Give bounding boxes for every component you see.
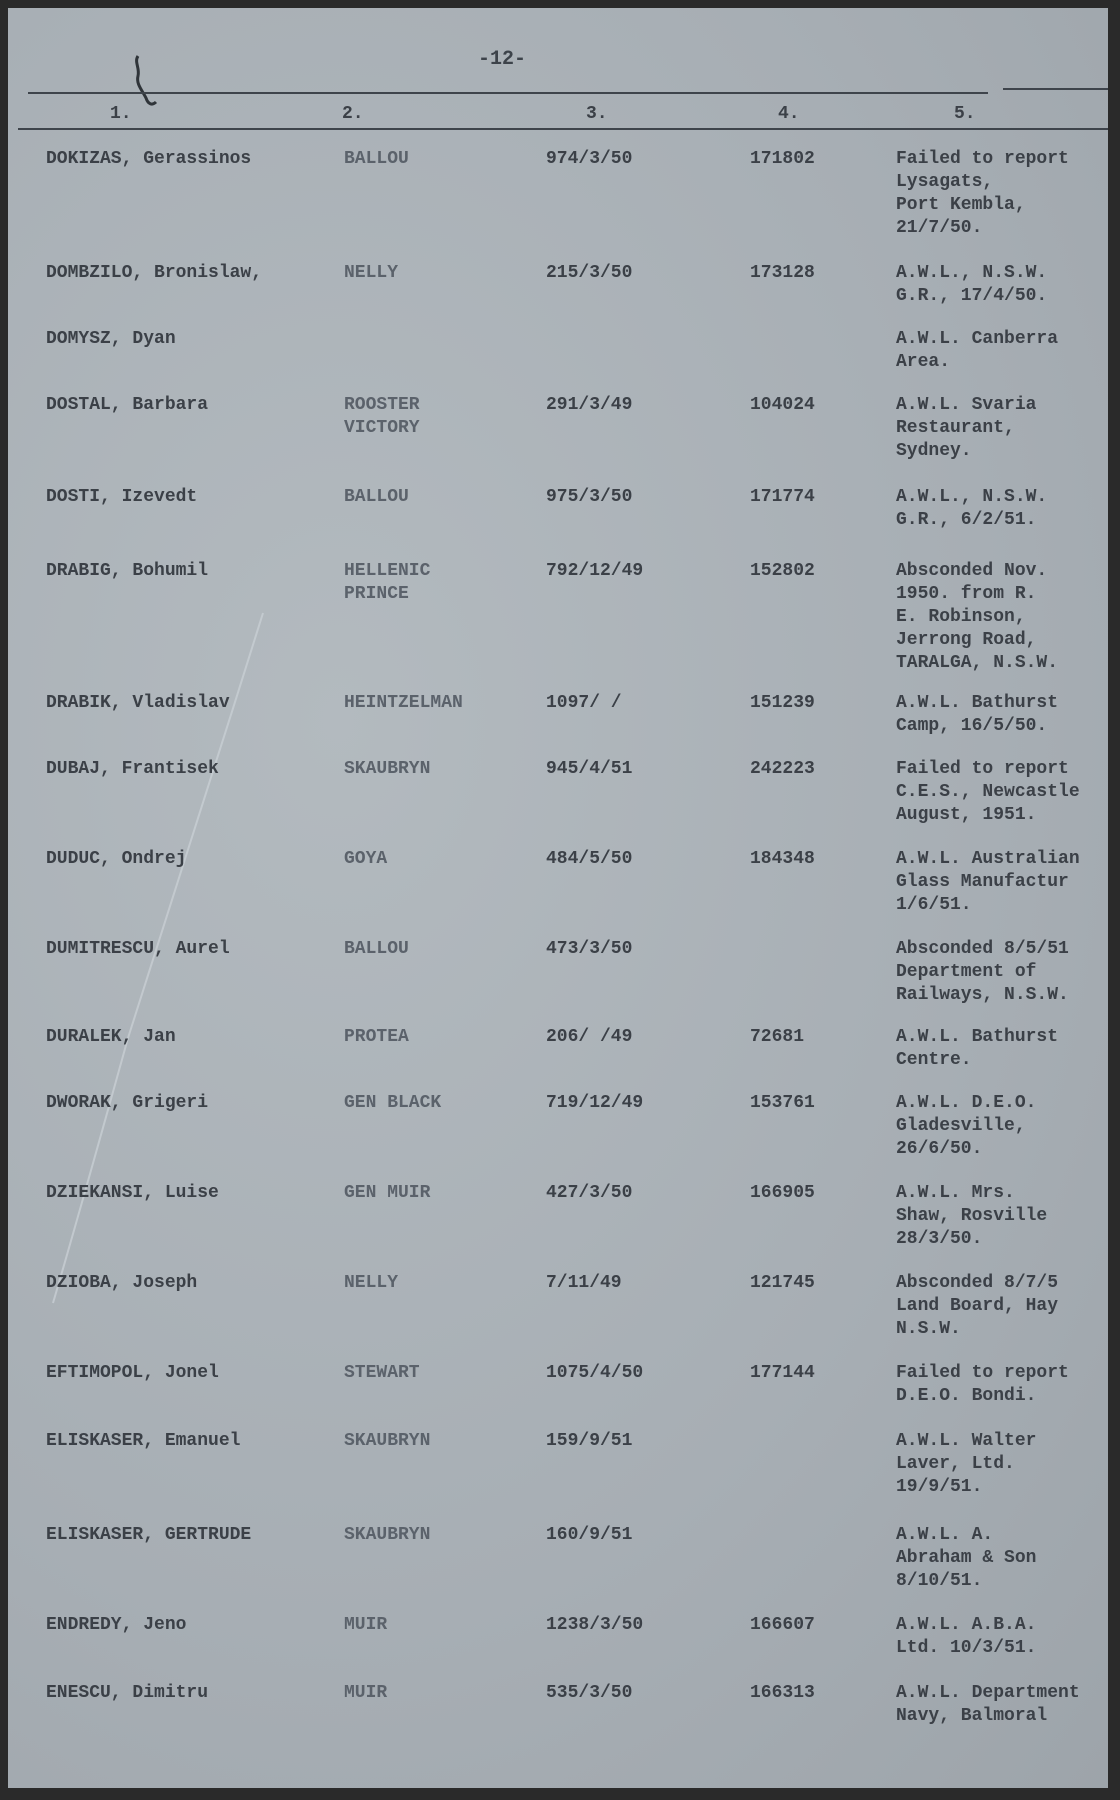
status-note: Absconded 8/7/5 Land Board, Hay N.S.W. <box>896 1273 1059 1339</box>
reference-number: 159/9/51 <box>546 1431 633 1451</box>
person-name: DRABIK, Vladislav <box>46 693 230 713</box>
ship-name: GEN MUIR <box>344 1183 431 1203</box>
status-note: A.W.L. Canberra Area. <box>896 329 1059 372</box>
ship-name: NELLY <box>344 1273 399 1293</box>
reference-number: 160/9/51 <box>546 1525 633 1545</box>
registration-number: 152802 <box>750 561 815 581</box>
ship-name: HELLENIC PRINCE <box>344 561 431 604</box>
reference-number: 535/3/50 <box>546 1683 633 1703</box>
ship-name: MUIR <box>344 1683 388 1703</box>
person-name: DZIOBA, Joseph <box>46 1273 198 1293</box>
registration-number: 166313 <box>750 1683 815 1703</box>
registration-number: 242223 <box>750 759 815 779</box>
ship-name: BALLOU <box>344 149 409 169</box>
registration-number: 153761 <box>750 1093 815 1113</box>
ship-name: GEN BLACK <box>344 1093 442 1113</box>
status-note: A.W.L. Walter Laver, Ltd. 19/9/51. <box>896 1431 1037 1497</box>
ship-name: HEINTZELMAN <box>344 693 463 713</box>
status-note: A.W.L. Bathurst Centre. <box>896 1027 1059 1070</box>
registration-number: 171802 <box>750 149 815 169</box>
registration-number: 151239 <box>750 693 815 713</box>
reference-number: 792/12/49 <box>546 561 644 581</box>
person-name: DUBAJ, Frantisek <box>46 759 219 779</box>
status-note: A.W.L., N.S.W. G.R., 6/2/51. <box>896 487 1048 530</box>
status-note: A.W.L. Svaria Restaurant, Sydney. <box>896 395 1037 461</box>
person-name: ENESCU, Dimitru <box>46 1683 209 1703</box>
status-note: A.W.L. A.B.A. Ltd. 10/3/51. <box>896 1615 1037 1658</box>
status-note: Failed to report D.E.O. Bondi. <box>896 1363 1069 1406</box>
reference-number: 206/ /49 <box>546 1027 633 1047</box>
ship-name: GOYA <box>344 849 388 869</box>
page-number: -12- <box>478 48 527 71</box>
status-note: A.W.L. Department Navy, Balmoral <box>896 1683 1080 1726</box>
column-header-3: 3. <box>586 104 608 124</box>
column-header-2: 2. <box>342 104 364 124</box>
status-note: A.W.L. Bathurst Camp, 16/5/50. <box>896 693 1059 736</box>
registration-number: 166905 <box>750 1183 815 1203</box>
registration-number: 104024 <box>750 395 815 415</box>
status-note: Failed to report C.E.S., Newcastle August, 1951. <box>896 759 1080 825</box>
person-name: DOSTAL, Barbara <box>46 395 209 415</box>
person-name: DOMYSZ, Dyan <box>46 329 176 349</box>
person-name: DOMBZILO, Bronislaw, <box>46 263 263 283</box>
person-name: DRABIG, Bohumil <box>46 561 209 581</box>
ship-name: SKAUBRYN <box>344 1431 431 1451</box>
status-note: A.W.L. D.E.O. Gladesville, 26/6/50. <box>896 1093 1037 1159</box>
reference-number: 7/11/49 <box>546 1273 622 1293</box>
person-name: DOSTI, Izevedt <box>46 487 198 507</box>
registration-number: 121745 <box>750 1273 815 1293</box>
status-note: A.W.L., N.S.W. G.R., 17/4/50. <box>896 263 1048 306</box>
ship-name: STEWART <box>344 1363 420 1383</box>
person-name: ELISKASER, Emanuel <box>46 1431 241 1451</box>
ship-name: ROOSTER VICTORY <box>344 395 420 438</box>
record-list <box>8 8 1108 1788</box>
registration-number: 184348 <box>750 849 815 869</box>
registration-number: 177144 <box>750 1363 815 1383</box>
reference-number: 484/5/50 <box>546 849 633 869</box>
reference-number: 291/3/49 <box>546 395 633 415</box>
person-name: DUDUC, Ondrej <box>46 849 187 869</box>
reference-number: 1097/ / <box>546 693 622 713</box>
ship-name: MUIR <box>344 1615 388 1635</box>
status-note: A.W.L. Australian Glass Manufactur 1/6/51. <box>896 849 1080 915</box>
person-name: DOKIZAS, Gerassinos <box>46 149 252 169</box>
registration-number: 171774 <box>750 487 815 507</box>
reference-number: 975/3/50 <box>546 487 633 507</box>
reference-number: 427/3/50 <box>546 1183 633 1203</box>
reference-number: 1238/3/50 <box>546 1615 644 1635</box>
ship-name: PROTEA <box>344 1027 409 1047</box>
ship-name: SKAUBRYN <box>344 1525 431 1545</box>
column-header-5: 5. <box>954 104 976 124</box>
person-name: DUMITRESCU, Aurel <box>46 939 230 959</box>
status-note: A.W.L. A. Abraham & Son 8/10/51. <box>896 1525 1037 1591</box>
status-note: A.W.L. Mrs. Shaw, Rosville 28/3/50. <box>896 1183 1048 1249</box>
reference-number: 719/12/49 <box>546 1093 644 1113</box>
person-name: ENDREDY, Jeno <box>46 1615 187 1635</box>
ship-name: BALLOU <box>344 487 409 507</box>
reference-number: 945/4/51 <box>546 759 633 779</box>
reference-number: 473/3/50 <box>546 939 633 959</box>
person-name: EFTIMOPOL, Jonel <box>46 1363 219 1383</box>
person-name: DZIEKANSI, Luise <box>46 1183 219 1203</box>
registration-number: 166607 <box>750 1615 815 1635</box>
ship-name: BALLOU <box>344 939 409 959</box>
registration-number: 173128 <box>750 263 815 283</box>
reference-number: 974/3/50 <box>546 149 633 169</box>
status-note: Failed to report Lysagats, Port Kembla, 21/7/50. <box>896 149 1069 238</box>
status-note: Absconded 8/5/51 Department of Railways, N.S.W. <box>896 939 1069 1005</box>
column-header-4: 4. <box>778 104 800 124</box>
ship-name: NELLY <box>344 263 399 283</box>
reference-number: 215/3/50 <box>546 263 633 283</box>
ship-name: SKAUBRYN <box>344 759 431 779</box>
reference-number: 1075/4/50 <box>546 1363 644 1383</box>
registration-number: 72681 <box>750 1027 805 1047</box>
status-note: Absconded Nov. 1950. from R. E. Robinson, Jerrong Road, TARALGA, N.S.W. <box>896 561 1059 673</box>
column-header-1: 1. <box>110 104 132 124</box>
document-page <box>8 8 1108 1788</box>
person-name: DWORAK, Grigeri <box>46 1093 209 1113</box>
person-name: ELISKASER, GERTRUDE <box>46 1525 252 1545</box>
person-name: DURALEK, Jan <box>46 1027 176 1047</box>
